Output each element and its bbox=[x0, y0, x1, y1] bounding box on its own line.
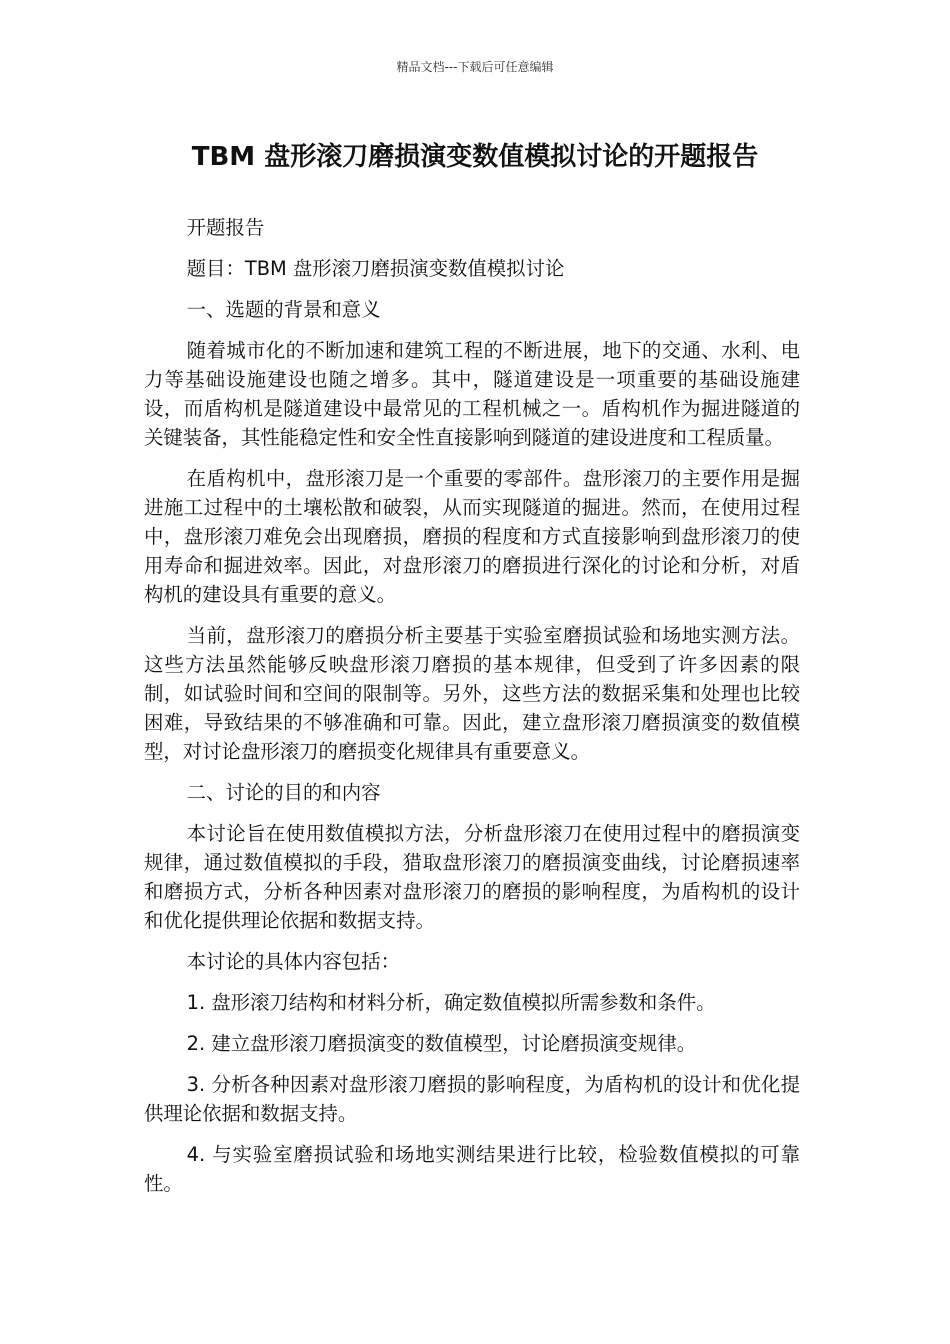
document-title: TBM 盘形滚刀磨损演变数值模拟讨论的开题报告 bbox=[191, 142, 759, 172]
header-note: 精品文档---下载后可任意编辑 bbox=[396, 60, 554, 74]
content-intro: 本讨论的具体内容包括： bbox=[186, 950, 400, 973]
paragraph-background-2: 在盾构机中，盘形滚刀是一个重要的零部件。盘形滚刀的主要作用是掘进施工过程中的土壤松散和破裂，从而实现隧道的掘进。然而，在使用过程中，盘形滚刀难免会出现磨损，磨损的程度和方式直接影响到盘形滚刀的使用寿命和掘进效率。因此，对盘形滚刀的磨损进行深化的讨论和分析，对盾构机的建设具有重要的意义。 bbox=[144, 467, 800, 606]
section-label-proposal: 开题报告 bbox=[186, 216, 265, 239]
section-heading-background: 一、选题的背景和意义 bbox=[186, 298, 381, 321]
document-body bbox=[144, 213, 800, 1210]
topic-line: 题目：TBM 盘形滚刀磨损演变数值模拟讨论 bbox=[186, 257, 565, 280]
content-item-3: 3. 分析各种因素对盘形滚刀磨损的影响程度，为盾构机的设计和优化提供理论依据和数据支持。 bbox=[144, 1073, 800, 1125]
content-item-4: 4. 与实验室磨损试验和场地实测结果进行比较，检验数值模拟的可靠性。 bbox=[144, 1143, 800, 1195]
content-item-1: 1. 盘形滚刀结构和材料分析，确定数值模拟所需参数和条件。 bbox=[186, 991, 716, 1014]
paragraph-purpose: 本讨论旨在使用数值模拟方法，分析盘形滚刀在使用过程中的磨损演变规律，通过数值模拟的手段，猎取盘形滚刀的磨损演变曲线，讨论磨损速率和磨损方式，分析各种因素对盘形滚刀的磨损的影响程度，为盾构机的设计和优化提供理论依据和数据支持。 bbox=[144, 822, 800, 932]
section-heading-purpose: 二、讨论的目的和内容 bbox=[186, 781, 381, 804]
paragraph-background-3: 当前，盘形滚刀的磨损分析主要基于实验室磨损试验和场地实测方法。这些方法虽然能够反映盘形滚刀磨损的基本规律，但受到了许多因素的限制，如试验时间和空间的限制等。另外，这些方法的数据采集和处理也比较困难，导致结果的不够准确和可靠。因此，建立盘形滚刀磨损演变的数值模型，对讨论盘形滚刀的磨损变化规律具有重要意义。 bbox=[144, 624, 800, 763]
paragraph-background-1: 随着城市化的不断加速和建筑工程的不断进展，地下的交通、水利、电力等基础设施建设也随之增多。其中，隧道建设是一项重要的基础设施建设，而盾构机是隧道建设中最常见的工程机械之一。盾构机作为掘进隧道的关键装备，其性能稳定性和安全性直接影响到隧道的建设进度和工程质量。 bbox=[144, 339, 800, 449]
content-item-2: 2. 建立盘形滚刀磨损演变的数值模型，讨论磨损演变规律。 bbox=[186, 1032, 697, 1055]
